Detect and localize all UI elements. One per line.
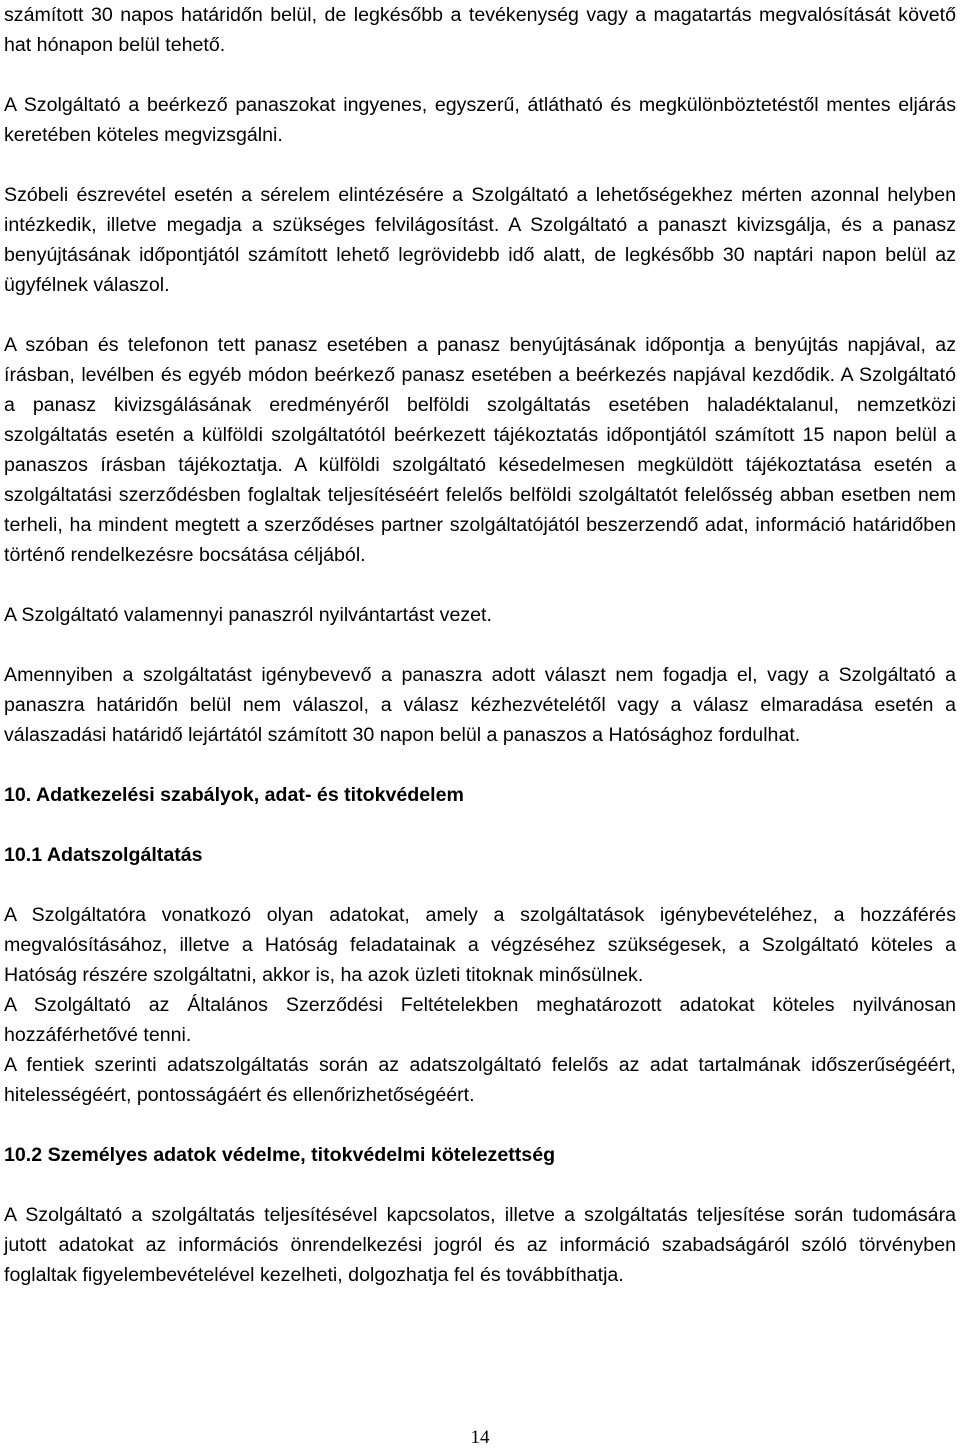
paragraph-complaint-examination: A Szolgáltató a beérkező panaszokat ingyenes, egyszerű, átlátható és megkülönböztetéstől mentes eljárás keretében köteles megvizsgálni. <box>4 94 956 146</box>
paragraph-gap <box>4 750 956 780</box>
section-heading-10-1: 10.1 Adatszolgáltatás <box>4 844 203 866</box>
paragraph-gap <box>4 810 956 840</box>
paragraph-gap <box>4 150 956 180</box>
paragraph-data-publication: A Szolgáltató az Általános Szerződési Feltételekben meghatározott adatokat köteles nyilvánosan hozzáférhetővé tenni. <box>4 994 956 1046</box>
paragraph-complaint-register: A Szolgáltató valamennyi panaszról nyilvántartást vezet. <box>4 604 492 626</box>
paragraph-gap <box>4 1110 956 1140</box>
paragraph-data-provision-authority: A Szolgáltatóra vonatkozó olyan adatokat, amely a szolgáltatások igénybevételéhez, a hozzáférés megvalósításához, illetve a Hatóság feladatainak a végzéséhez szükségesek, a Szolgáltató köteles a Hatóság részére szolgáltatni, akkor is, ha azok üzleti titoknak minősülnek. <box>4 904 956 986</box>
paragraph-personal-data: A Szolgáltató a szolgáltatás teljesítésével kapcsolatos, illetve a szolgáltatás teljesítése során tudomására jutott adatokat az információs önrendelkezési jogról és az információ szabadságáról szóló törvényben foglaltak figyelembevételével kezelheti, dolgozhatja fel és továbbíthatja. <box>4 1204 956 1286</box>
paragraph-gap <box>4 300 956 330</box>
paragraph-oral-complaint: Szóbeli észrevétel esetén a sérelem elintézésére a Szolgáltató a lehetőségekhez mérten azonnal helyben intézkedik, illetve megadja a szükséges felvilágosítást. A Szolgáltató a panaszt kivizsgálja, és a panasz benyújtásának időpontjától számított lehető legrövidebb idő alatt, de legkésőbb 30 naptári napon belül az ügyfélnek válaszol. <box>4 184 956 296</box>
section-heading-10-2: 10.2 Személyes adatok védelme, titokvédelmi kötelezettség <box>4 1144 556 1166</box>
paragraph-complaint-submission: A szóban és telefonon tett panasz esetében a panasz benyújtásának időpontja a benyújtás napjával, az írásban, levélben és egyéb módon beérkező panasz esetében a beérkezés napjával kezdődik. A Szolgáltató a panasz kivizsgálásának eredményéről belföldi szolgáltatás esetében haladéktalanul, nemzetközi szolgáltatás esetén a külföldi szolgáltatótól beérkezett tájékoztatás időpontjától számított 15 napon belül a panaszos írásban tájékoztatja. A külföldi szolgáltató késedelmesen megküldött tájékoztatása esetén a szolgáltatási szerződésben foglaltak teljesítéséért felelős belföldi szolgáltatót felelősség abban esetben nem terheli, ha mindent megtett a szerződéses partner szolgáltatójától beszerzendő adat, információ határidőben történő rendelkezésre bocsátása céljából. <box>4 334 956 566</box>
document-page <box>4 0 956 1290</box>
paragraph-gap <box>4 630 956 660</box>
section-heading-10: 10. Adatkezelési szabályok, adat- és titokvédelem <box>4 784 464 806</box>
paragraph-authority-appeal: Amennyiben a szolgáltatást igénybevevő a panaszra adott választ nem fogadja el, vagy a Szolgáltató a panaszra határidőn belül nem válaszol, a válasz kézhezvételétől vagy a válasz elmaradása esetén a válaszadási határidő lejártától számított 30 napon belül a panaszos a Hatósághoz fordulhat. <box>4 664 956 746</box>
paragraph-gap <box>4 570 956 600</box>
paragraph-gap <box>4 870 956 900</box>
paragraph-gap <box>4 1170 956 1200</box>
paragraph-data-provider-responsibility: A fentiek szerinti adatszolgáltatás során az adatszolgáltató felelős az adat tartalmának időszerűségéért, hitelességéért, pontosságáért és ellenőrizhetőségéért. <box>4 1054 956 1106</box>
paragraph-gap <box>4 60 956 90</box>
page-number: 14 <box>470 1427 490 1448</box>
paragraph-complaint-deadline: számított 30 napos határidőn belül, de legkésőbb a tevékenység vagy a magatartás megvalósítását követő hat hónapon belül tehető. <box>4 4 956 56</box>
